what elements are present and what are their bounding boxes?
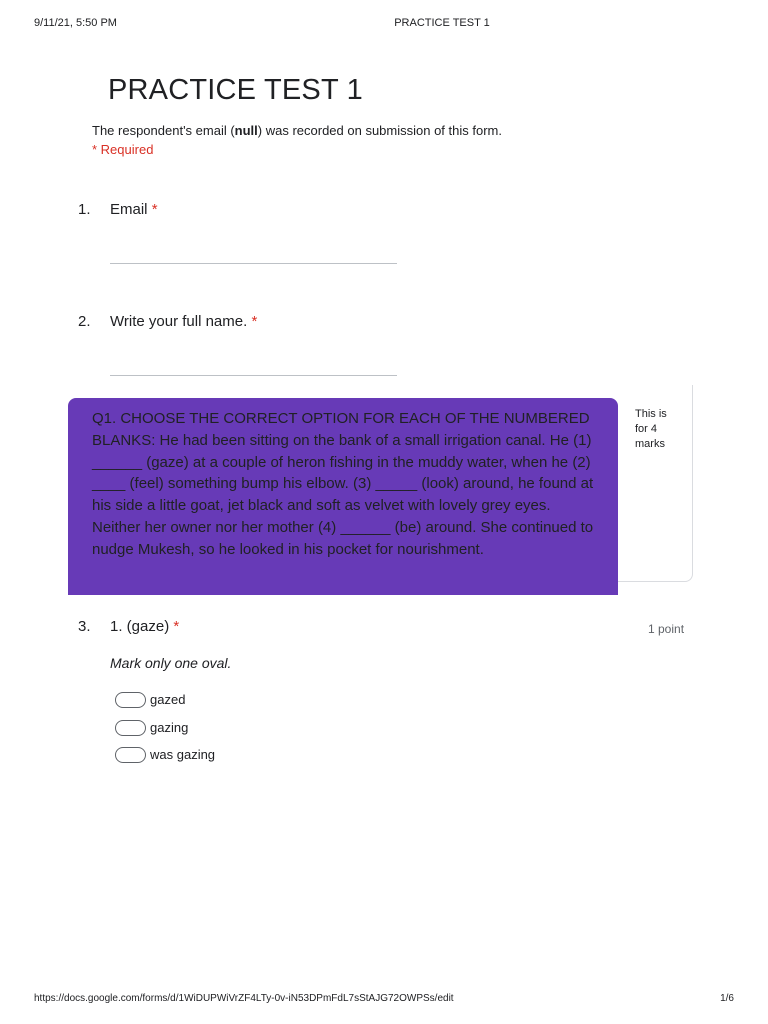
required-star: * <box>173 618 180 635</box>
question-number: 2. <box>78 313 91 330</box>
question-points: 1 point <box>648 622 685 636</box>
section-side-note: This is for 4 marks <box>635 408 667 450</box>
print-datetime: 9/11/21, 5:50 PM <box>34 17 117 29</box>
required-star: * <box>251 313 258 330</box>
full-name-answer-line[interactable] <box>110 375 397 376</box>
question-title-email: Email * <box>110 201 158 218</box>
option-label: was gazing <box>150 747 216 762</box>
form-title: PRACTICE TEST 1 <box>108 74 363 106</box>
print-footer <box>0 993 768 1007</box>
required-star: * <box>151 201 158 218</box>
required-note: * Required <box>92 142 154 157</box>
print-title: PRACTICE TEST 1 <box>394 17 490 29</box>
email-recorded-note: The respondent's email (null) was recorded on submission of this form. <box>92 123 502 138</box>
print-page-number: 1/6 <box>720 993 734 1004</box>
question-number: 1. <box>78 201 91 218</box>
print-header <box>0 17 768 31</box>
question-instruction: Mark only one oval. <box>110 655 232 671</box>
question-title-full-name: Write your full name. * <box>110 313 258 330</box>
oval-radio[interactable] <box>115 720 146 736</box>
oval-radio[interactable] <box>115 747 146 763</box>
option-label: gazing <box>150 720 189 735</box>
print-url: https://docs.google.com/forms/d/1WiDUPWiVrZF4LTy-0v-iN53DPmFdL7sStAJG72OWPSs/edit <box>34 993 454 1004</box>
section-passage: Q1. CHOOSE THE CORRECT OPTION FOR EACH OF THE NUMBERED BLANKS: He had been sitting on the bank of a small irrigation canal. He (1) ______ (gaze) at a couple of heron fishing in the muddy water, when he (2) ____ (feel) something bump his elbow. (3) _____ (look) around, he found at his side a little goat, jet black and soft as velvet with lovely grey eyes. Neither her owner nor her mother (4) ______ (be) around. She continued to nudge Mukesh, so he looked in his pocket for nourishment. <box>92 410 594 558</box>
question-number: 3. <box>78 618 91 635</box>
option-label: gazed <box>150 692 186 707</box>
oval-radio[interactable] <box>115 692 146 708</box>
email-answer-line[interactable] <box>110 263 397 264</box>
email-null-value: null <box>234 123 258 138</box>
question-title-gaze: 1. (gaze) * <box>110 618 180 635</box>
